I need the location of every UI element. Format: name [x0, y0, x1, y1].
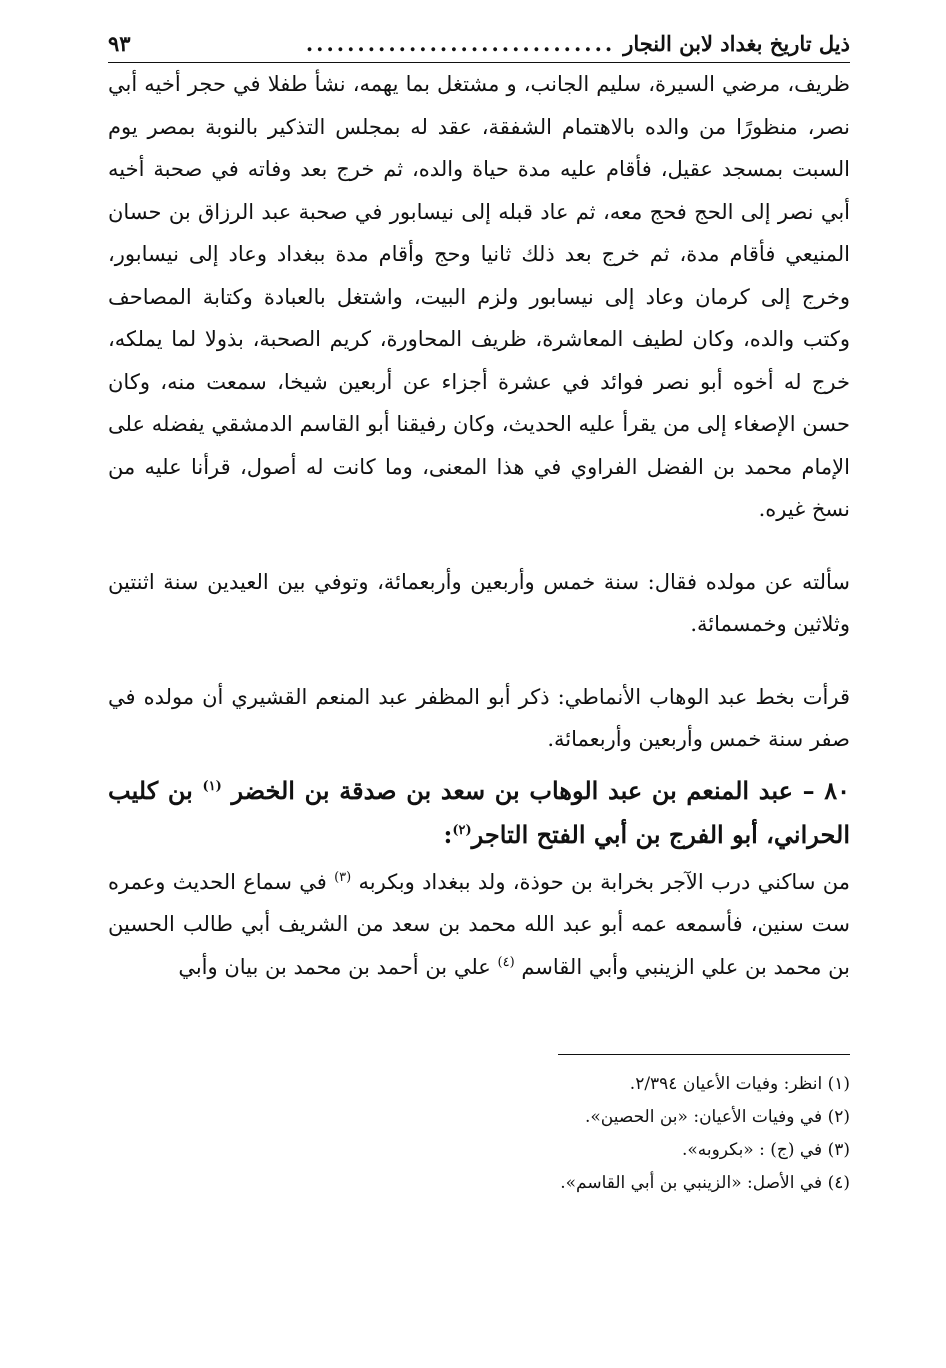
footnote-4: (٤) في الأصل: «الزينبي بن أبي القاسم».	[560, 1173, 850, 1193]
paragraph-birth-death: سألته عن مولده فقال: سنة خمس وأربعين وأربعمائة، وتوفي بين العيدين سنة اثنتين وثلاثين وخمسمائة.	[108, 569, 850, 636]
entry-name-part1: عبد المنعم بن عبد الوهاب بن سعد بن صدقة بن الخضر	[231, 775, 793, 805]
footnotes	[250, 1068, 850, 1200]
entry-heading	[108, 769, 850, 857]
footnote-ref-4[interactable]: (٤)	[497, 954, 515, 970]
entry-number: ٨٠	[824, 775, 851, 805]
paragraph-anmati-note: قرأت بخط عبد الوهاب الأنماطي: ذكر أبو المظفر عبد المنعم القشيري أن مولده في صفر سنة خمس وأربعين وأربعمائة.	[108, 684, 850, 751]
entry-colon: :	[443, 819, 453, 849]
entry-dash: –	[802, 775, 815, 805]
footnote-ref-2[interactable]: (٢)	[452, 822, 472, 838]
entry-body-part3: علي بن أحمد بن محمد بن بيان وأبي	[178, 954, 491, 979]
footnote-3: (٣) في (ج) : «بكروبه».	[681, 1140, 850, 1160]
page-body	[108, 26, 850, 988]
footnote-separator	[558, 1054, 850, 1055]
footnote-ref-1[interactable]: (١)	[202, 778, 222, 794]
paragraph-entry-body	[108, 861, 850, 989]
header-dot-leader: ..............................	[305, 31, 616, 56]
footnote-ref-3[interactable]: (٣)	[334, 869, 352, 885]
header-title: ذيل تاريخ بغداد لابن النجار	[623, 31, 850, 56]
page-number: ٩٣	[108, 31, 131, 56]
footnote-1: (١) انظر: وفيات الأعيان ٢/٣٩٤.	[629, 1074, 850, 1094]
entry-name-part2: بن كليب الحراني، أبو الفرج بن أبي الفتح التاجر	[108, 775, 850, 849]
entry-body-part2: في سماع الحديث وعمره ست سنين، فأسمعه عمه أبو عبد الله محمد بن سعد من الشريف أبي طالب الحسين بن محمد بن علي الزينبي وأبي القاسم	[108, 869, 850, 979]
entry-body-part1: من ساكني درب الآجر بخرابة بن حوذة، ولد ببغداد وبكربه	[358, 869, 850, 894]
running-header	[108, 26, 850, 63]
footnote-2: (٢) في وفيات الأعيان: «بن الحصين».	[584, 1107, 850, 1127]
paragraph-biography: ظريف، مرضي السيرة، سليم الجانب، و مشتغل بما يهمه، نشأ طفلا في حجر أخيه أبي نصر، منظورًا من والده بالاهتمام الشفقة، عقد له بمجلس التذكير بالنوبة بمصر يوم السبت بمسجد عقيل، فأقام عليه مدة حياة والده، ثم خرج بعد وفاته في صحبة أخيه أبي نصر إلى الحج فحج معه، ثم عاد قبله إلى نيسابور في صحبة عبد الرزاق بن حسان المنيعي فأقام مدة، ثم خرج بعد ذلك ثانيا وحج وأقام مدة ببغداد وعاد إلى نيسابور، وخرج إلى كرمان وعاد إلى نيسابور ولزم البيت، واشتغل بالعبادة وكتابة المصاحف وكتب والده، وكان لطيف المعاشرة، ظريف المحاورة، كريم الصحبة، بذولا لما يملكه، خرج له أخوه أبو نصر فوائد في عشرة أجزاء عن أربعين شيخا، سمعت منه، وكان حسن الإصغاء إلى من يقرأ عليه الحديث، وكان رفيقنا أبو القاسم الدمشقي يفضله على الإمام محمد بن الفضل الفراوي في هذا المعنى، وما كانت له أصول، قرأنا عليه من نسخ غيره.	[108, 72, 850, 521]
